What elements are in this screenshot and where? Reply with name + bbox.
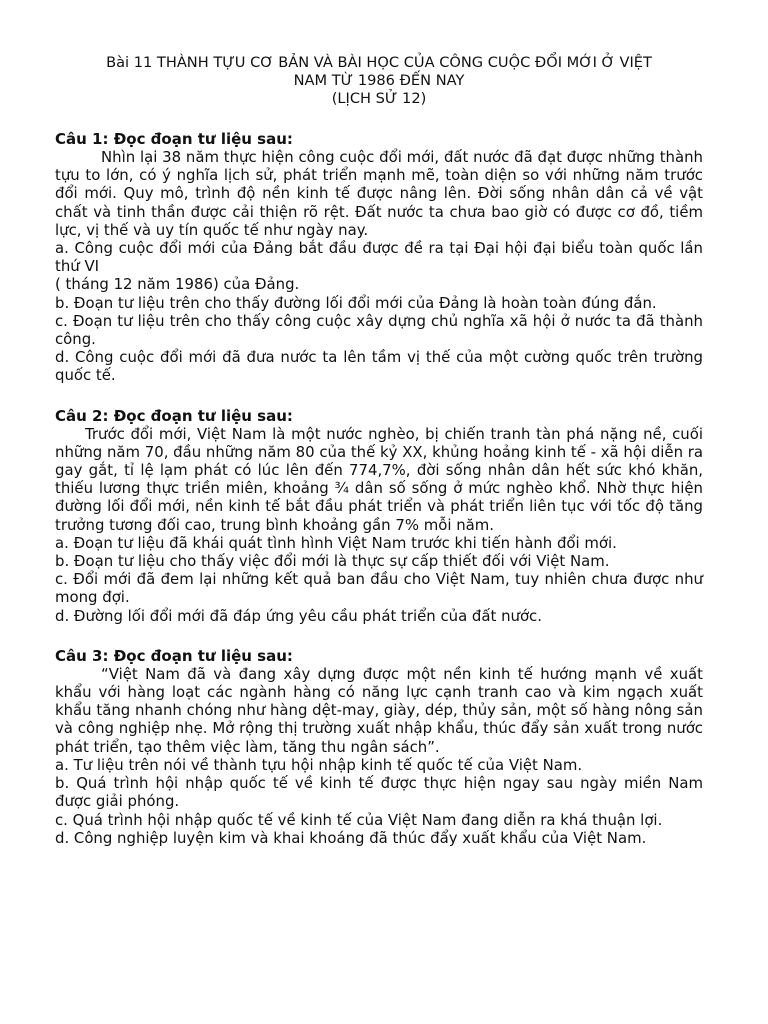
title-line-1: Bài 11 THÀNH TỰU CƠ BẢN VÀ BÀI HỌC CỦA CÔNG CUỘC ĐỔI MỚI Ở VIỆT: [106, 54, 652, 71]
option-a: a. Tư liệu trên nói về thành tựu hội nhập kinh tế quốc tế của Việt Nam.: [55, 755, 583, 774]
title-line-3: (LỊCH SỬ 12): [331, 90, 427, 107]
question-heading: Câu 2: Đọc đoạn tư liệu sau:: [55, 406, 293, 425]
option-a: a. Công cuộc đổi mới của Đảng bắt đầu được đề ra tại Đại hội đại biểu toàn quốc lần thứ VI: [55, 239, 703, 276]
question-2: [55, 407, 703, 625]
option-d: d. Công cuộc đổi mới đã đưa nước ta lên tầm vị thế của một cường quốc trên trường quốc tế.: [55, 348, 703, 385]
document-title: [55, 54, 703, 108]
option-c: c. Đổi mới đã đem lại những kết quả ban đầu cho Việt Nam, tuy nhiên chưa được như mong đợi.: [55, 570, 703, 607]
option-d: d. Công nghiệp luyện kim và khai khoáng đã thúc đẩy xuất khẩu của Việt Nam.: [55, 828, 647, 847]
option-c: c. Đoạn tư liệu trên cho thấy công cuộc xây dựng chủ nghĩa xã hội ở nước ta đã thành công.: [55, 311, 703, 349]
question-heading: Câu 3: Đọc đoạn tư liệu sau:: [55, 646, 293, 665]
source-passage: Nhìn lại 38 năm thực hiện công cuộc đổi mới, đất nước đã đạt được những thành tựu to lớn, có ý nghĩa lịch sử, phát triển mạnh mẽ, toàn diện so với những năm trước đổi mới. Quy mô, trình độ nền kinh tế được nâng lên. Đời sống nhân dân cả về vật chất và tinh thần được cải thiện rõ rệt. Đất nước ta chưa bao giờ có được cơ đồ, tiềm lực, vị thế và uy tín quốc tế như ngày nay.: [55, 148, 703, 239]
question-3: [55, 647, 703, 847]
option-a: a. Đoạn tư liệu đã khái quát tình hình Việt Nam trước khi tiến hành đổi mới.: [55, 533, 617, 552]
source-passage: “Việt Nam đã và đang xây dựng được một nền kinh tế hướng mạnh về xuất khẩu với hàng loạt các ngành hàng có năng lực cạnh tranh cao và kim ngạch xuất khẩu tăng nhanh chóng như hàng dệt-may, giày, dép, thủy sản, một số hàng nông sản và công nghiệp nhẹ. Mở rộng thị trường xuất nhập khẩu, thúc đẩy sản xuất trong nước phát triển, tạo thêm việc làm, tăng thu ngân sách”.: [55, 664, 703, 756]
document-page: [55, 54, 703, 847]
option-b: b. Đoạn tư liệu trên cho thấy đường lối đổi mới của Đảng là hoàn toàn đúng đắn.: [55, 293, 657, 312]
question-heading: Câu 1: Đọc đoạn tư liệu sau:: [55, 130, 293, 148]
option-d: d. Đường lối đổi mới đã đáp ứng yêu cầu phát triển của đất nước.: [55, 606, 542, 625]
option-b: b. Đoạn tư liệu cho thấy việc đổi mới là thực sự cấp thiết đối với Việt Nam.: [55, 552, 610, 571]
source-passage: Trước đổi mới, Việt Nam là một nước nghèo, bị chiến tranh tàn phá nặng nề, cuối những năm 70, đầu những năm 80 của thế kỷ XX, khủng hoảng kinh tế - xã hội diễn ra gay gắt, tỉ lệ lạm phát có lúc lên đến 774,7%, đời sống nhân dân hết sức khó khăn, thiếu lương thực triền miên, khoảng ¾ dân số sống ở mức nghèo khổ. Nhờ thực hiện đường lối đổi mới, nền kinh tế bắt đầu phát triển và phát triển liên tục với tốc độ tăng trưởng tương đối cao, trung bình khoảng gần 7% mỗi năm.: [55, 424, 703, 534]
question-1: [55, 130, 703, 385]
title-line-2: NAM TỪ 1986 ĐẾN NAY: [293, 72, 465, 89]
option-a-continued: ( tháng 12 năm 1986) của Đảng.: [55, 275, 300, 294]
option-c: c. Quá trình hội nhập quốc tế về kinh tế của Việt Nam đang diễn ra khá thuận lợi.: [55, 810, 663, 829]
option-b: b. Quá trình hội nhập quốc tế về kinh tế được thực hiện ngay sau ngày miền Nam được giải phóng.: [55, 774, 703, 811]
